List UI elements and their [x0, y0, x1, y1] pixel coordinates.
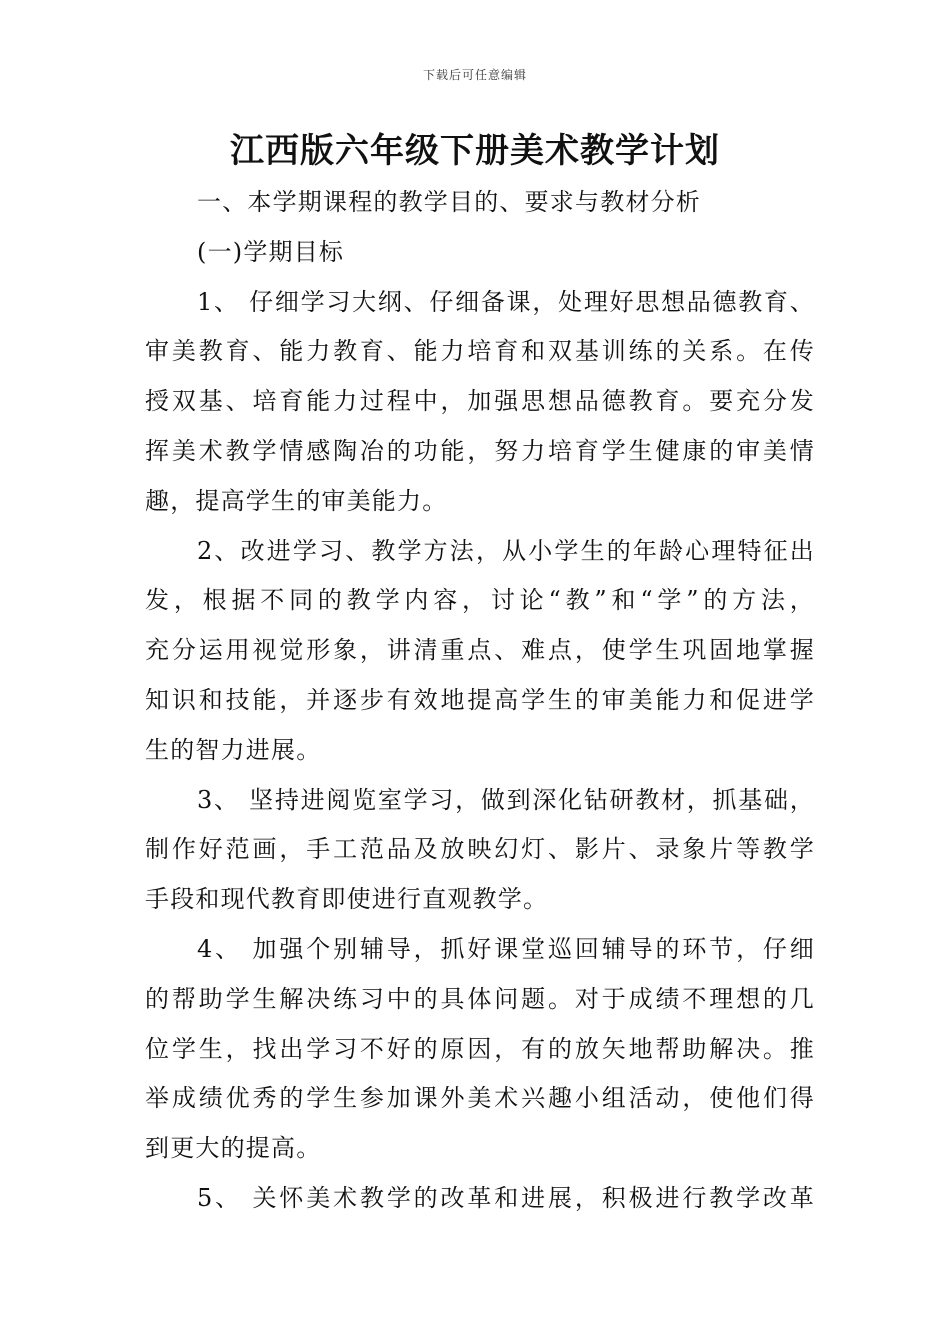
text-line: 5、 关怀美术教学的改革和进展，积极进行教学改革: [197, 1183, 815, 1212]
text-line: (一)学期目标: [197, 237, 345, 266]
text-line: 发，根据不同的教学内容，讨论“教”和“学”的方法，: [145, 586, 815, 615]
text-line: 举成绩优秀的学生参加课外美术兴趣小组活动，使他们得: [145, 1084, 815, 1113]
text-line: 到更大的提高。: [145, 1134, 322, 1163]
text-line: 4、 加强个别辅导，抓好课堂巡回辅导的环节，仔细: [197, 934, 815, 963]
text-line: 挥美术教学情感陶冶的功能，努力培育学生健康的审美情: [145, 436, 815, 465]
text-line: 授双基、培育能力过程中，加强思想品德教育。要充分发: [145, 387, 815, 416]
text-line: 趣，提高学生的审美能力。: [145, 486, 448, 515]
header-note: 下载后可任意编辑: [422, 68, 527, 82]
document-body: [145, 178, 815, 1224]
document-title: 江西版六年级下册美术教学计划: [230, 131, 720, 171]
text-line: 知识和技能，并逐步有效地提高学生的审美能力和促进学: [145, 685, 815, 714]
text-line: 的帮助学生解决练习中的具体问题。对于成绩不理想的几: [145, 984, 815, 1013]
text-line: 审美教育、能力教育、能力培育和双基训练的关系。在传: [145, 337, 815, 366]
text-line: 制作好范画，手工范品及放映幻灯、影片、录象片等教学: [145, 835, 815, 864]
text-line: 1、 仔细学习大纲、仔细备课，处理好思想品德教育、: [197, 287, 815, 316]
text-line: 3、 坚持进阅览室学习，做到深化钻研教材，抓基础，: [197, 785, 815, 814]
text-line: 充分运用视觉形象，讲清重点、难点，使学生巩固地掌握: [145, 636, 815, 665]
text-line: 一、本学期课程的教学目的、要求与教材分析: [197, 188, 701, 216]
text-line: 手段和现代教育即使进行直观教学。: [145, 885, 549, 914]
text-line: 位学生，找出学习不好的原因，有的放矢地帮助解决。推: [145, 1034, 815, 1063]
text-line: 生的智力进展。: [145, 735, 322, 764]
text-line: 2、改进学习、教学方法，从小学生的年龄心理特征出: [197, 536, 815, 565]
